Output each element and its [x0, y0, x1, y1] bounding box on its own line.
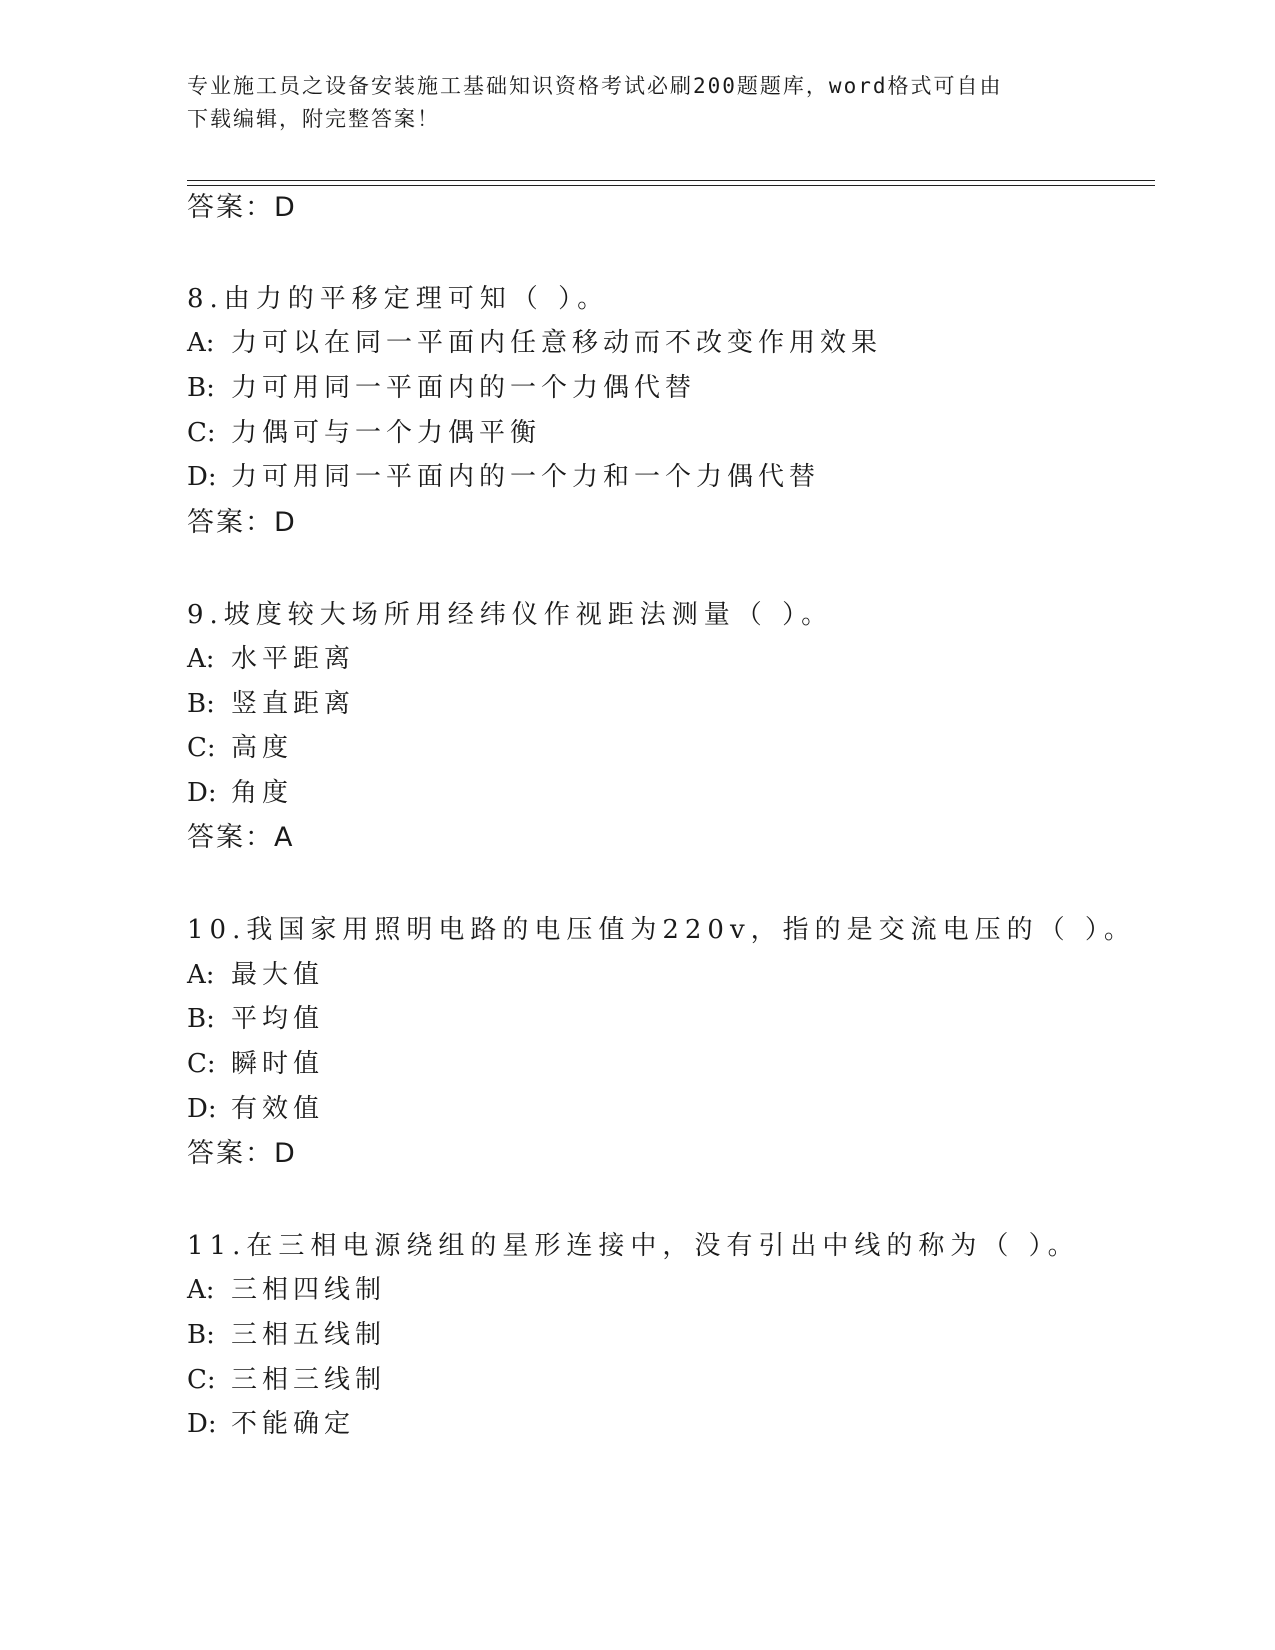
option-b: [187, 1315, 386, 1355]
answer-label: 答案：: [187, 507, 274, 538]
option-letter: B:: [187, 1004, 215, 1034]
answer-line: [187, 1134, 297, 1174]
option-letter: A:: [187, 1275, 215, 1305]
option-letter: C:: [187, 418, 216, 448]
option-a: [187, 1270, 386, 1310]
option-b: [187, 368, 696, 408]
option-text: 力可用同一平面内的一个力偶代替: [231, 373, 697, 403]
option-text: 水平距离: [231, 644, 356, 674]
option-text: 三相五线制: [231, 1320, 387, 1350]
option-c: [187, 1044, 324, 1084]
option-letter: C:: [187, 733, 216, 763]
header-line-2: 下载编辑，附完整答案！: [187, 107, 440, 131]
option-a: [187, 323, 882, 363]
answer-label: 答案：: [187, 192, 274, 223]
option-letter: B:: [187, 689, 215, 719]
option-letter: A:: [187, 644, 215, 674]
option-text: 竖直距离: [231, 689, 356, 719]
option-text: 瞬时值: [231, 1049, 325, 1079]
option-b: [187, 999, 324, 1039]
option-b: [187, 684, 355, 724]
answer-line: [187, 818, 294, 858]
question-text: 9.坡度较大场所用经纬仪作视距法测量（ ）。: [187, 600, 834, 630]
option-letter: C:: [187, 1365, 216, 1395]
option-c: [187, 1360, 386, 1400]
answer-value: A: [274, 822, 295, 853]
option-d: [187, 1404, 355, 1444]
option-letter: A:: [187, 328, 215, 358]
option-d: [187, 1089, 324, 1129]
question-text: 8.由力的平移定理可知（ ）。: [187, 284, 610, 314]
header-divider-top: [187, 180, 1155, 181]
option-letter: B:: [187, 373, 215, 403]
answer-value: D: [274, 1138, 297, 1169]
option-a: [187, 639, 355, 679]
answer-line: [187, 188, 297, 228]
answer-value: D: [274, 192, 297, 223]
option-c: [187, 413, 541, 453]
option-letter: A:: [187, 960, 215, 990]
option-letter: C:: [187, 1049, 216, 1079]
option-text: 力偶可与一个力偶平衡: [231, 418, 542, 448]
option-letter: D:: [187, 1094, 217, 1124]
option-text: 力可以在同一平面内任意移动而不改变作用效果: [231, 328, 883, 358]
option-letter: D:: [187, 778, 217, 808]
document-header: [187, 70, 1087, 136]
option-text: 高度: [231, 733, 294, 763]
option-d: [187, 457, 820, 497]
option-letter: B:: [187, 1320, 215, 1350]
option-text: 最大值: [231, 960, 325, 990]
option-text: 平均值: [231, 1004, 325, 1034]
option-text: 有效值: [231, 1094, 325, 1124]
option-a: [187, 955, 324, 995]
question-text: 10.我国家用照明电路的电压值为220v，指的是交流电压的（ ）。: [187, 915, 1136, 945]
option-text: 三相三线制: [231, 1365, 387, 1395]
option-letter: D:: [187, 1409, 217, 1439]
option-d: [187, 773, 293, 813]
option-text: 角度: [231, 778, 294, 808]
header-divider-bottom: [187, 185, 1155, 186]
header-line-1: 专业施工员之设备安装施工基础知识资格考试必刷200题题库，word格式可自由: [187, 74, 1003, 98]
option-text: 三相四线制: [231, 1275, 387, 1305]
option-c: [187, 728, 293, 768]
option-letter: D:: [187, 462, 217, 492]
answer-label: 答案：: [187, 1138, 274, 1169]
option-text: 力可用同一平面内的一个力和一个力偶代替: [231, 462, 821, 492]
question-text: 11.在三相电源绕组的星形连接中，没有引出中线的称为（ ）。: [187, 1231, 1080, 1261]
answer-line: [187, 503, 297, 543]
answer-value: D: [274, 507, 297, 538]
answer-label: 答案：: [187, 822, 274, 853]
option-text: 不能确定: [231, 1409, 356, 1439]
